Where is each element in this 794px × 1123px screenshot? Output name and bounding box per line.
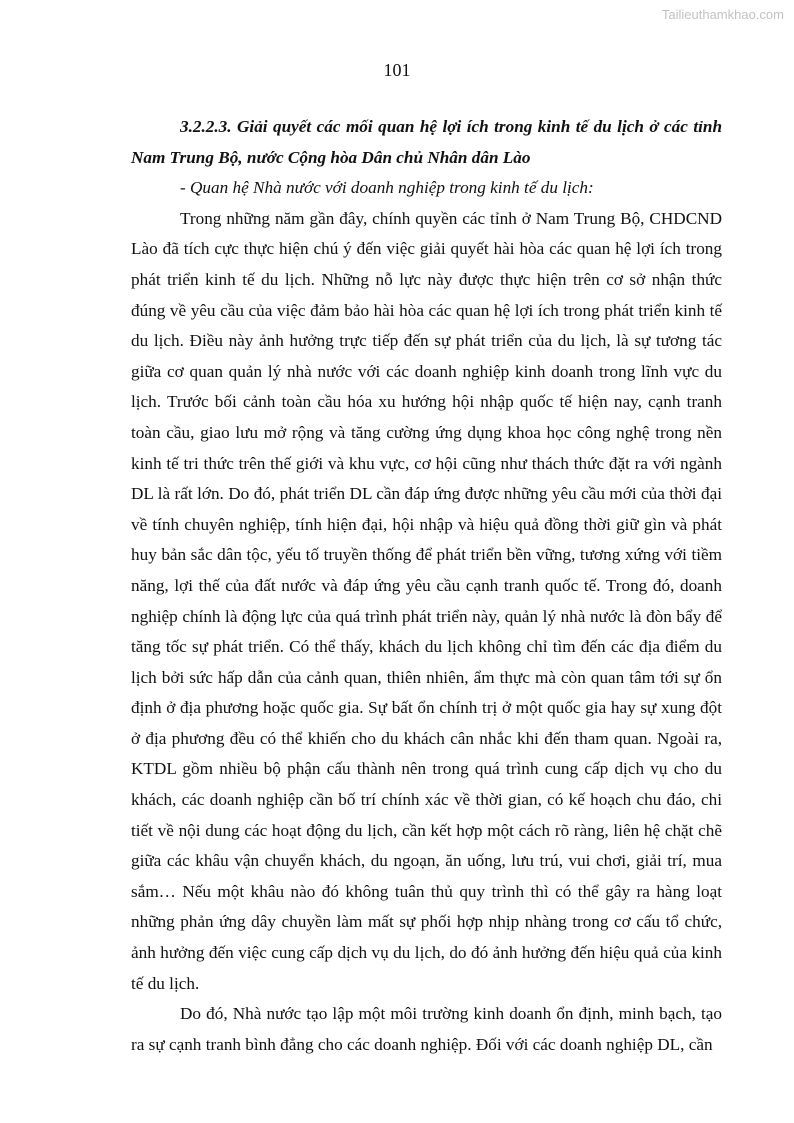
paragraph: Trong những năm gần đây, chính quyền các tỉnh ở Nam Trung Bộ, CHDCND Lào đã tích cực thực hiện chú ý đến việc giải quyết hài hòa các quan hệ lợi ích trong phát triển kinh tế du lịch. Những nỗ lực này được thực hiện trên cơ sở nhận thức đúng về yêu cầu của việc đảm bảo hài hòa các quan hệ lợi ích trong phát triển kinh tế du lịch. Điều này ảnh hưởng trực tiếp đến sự phát triển của du lịch, là sự tương tác giữa cơ quan quản lý nhà nước với các doanh nghiệp kinh doanh trong lĩnh vực du lịch. Trước bối cảnh toàn cầu hóa xu hướng hội nhập quốc tế hiện nay, cạnh tranh toàn cầu, giao lưu mở rộng và tăng cường ứng dụng khoa học công nghệ trong nền kinh tế tri thức trên thế giới và khu vực, cơ hội cũng như thách thức đặt ra với ngành DL là rất lớn. Do đó, phát triển DL cần đáp ứng được những yêu cầu mới của thời đại về tính chuyên nghiệp, tính hiện đại, hội nhập và hiệu quả đồng thời giữ gìn và phát huy bản sắc dân tộc, yếu tố truyền thống để phát triển bền vững, tương xứng với tiềm năng, lợi thế của đất nước và đáp ứng yêu cầu cạnh tranh quốc tế. Trong đó, doanh nghiệp chính là động lực của quá trình phát triển này, quản lý nhà nước là đòn bẩy để tăng tốc sự phát triển. Có thể thấy, khách du lịch không chỉ tìm đến các địa điểm du lịch bởi sức hấp dẫn của cảnh quan, thiên nhiên, ẩm thực mà còn quan tâm tới sự ổn định ở địa phương hoặc quốc gia. Sự bất ổn chính trị ở một quốc gia hay sự xung đột ở địa phương đều có thể khiến cho du khách cân nhắc khi đến tham quan. Ngoài ra, KTDL gồm nhiều bộ phận cấu thành nên trong quá trình cung cấp dịch vụ cho du khách, các doanh nghiệp cần bố trí chính xác về thời gian, có kế hoạch chu đáo, chi tiết về nội dung các hoạt động du lịch, cần kết hợp một cách rõ ràng, liên hệ chặt chẽ giữa các khâu vận chuyển khách, du ngoạn, ăn uống, lưu trú, vui chơi, giải trí, mua sắm… Nếu một khâu nào đó không tuân thủ quy trình thì có thể gây ra hàng loạt những phản ứng dây chuyền làm mất sự phối hợp nhịp nhàng trong cơ cấu tổ chức, ảnh hưởng đến việc cung cấp dịch vụ du lịch, do đó ảnh hưởng đến hiệu quả của kinh tế du lịch. <box>131 208 722 993</box>
paragraph: Do đó, Nhà nước tạo lập một môi trường kinh doanh ổn định, minh bạch, tạo ra sự cạnh tranh bình đẳng cho các doanh nghiệp. Đối với các doanh nghiệp DL, cần <box>131 1004 722 1054</box>
watermark: Tailieuthamkhao.com <box>661 7 784 22</box>
text-column <box>131 112 722 1060</box>
section-heading: 3.2.2.3. Giải quyết các mối quan hệ lợi ích trong kinh tế du lịch ở các tỉnh Nam Trung Bộ, nước Cộng hòa Dân chủ Nhân dân Lào <box>131 117 722 167</box>
subsection-heading: - Quan hệ Nhà nước với doanh nghiệp trong kinh tế du lịch: <box>180 178 594 198</box>
page-number: 101 <box>383 60 411 80</box>
